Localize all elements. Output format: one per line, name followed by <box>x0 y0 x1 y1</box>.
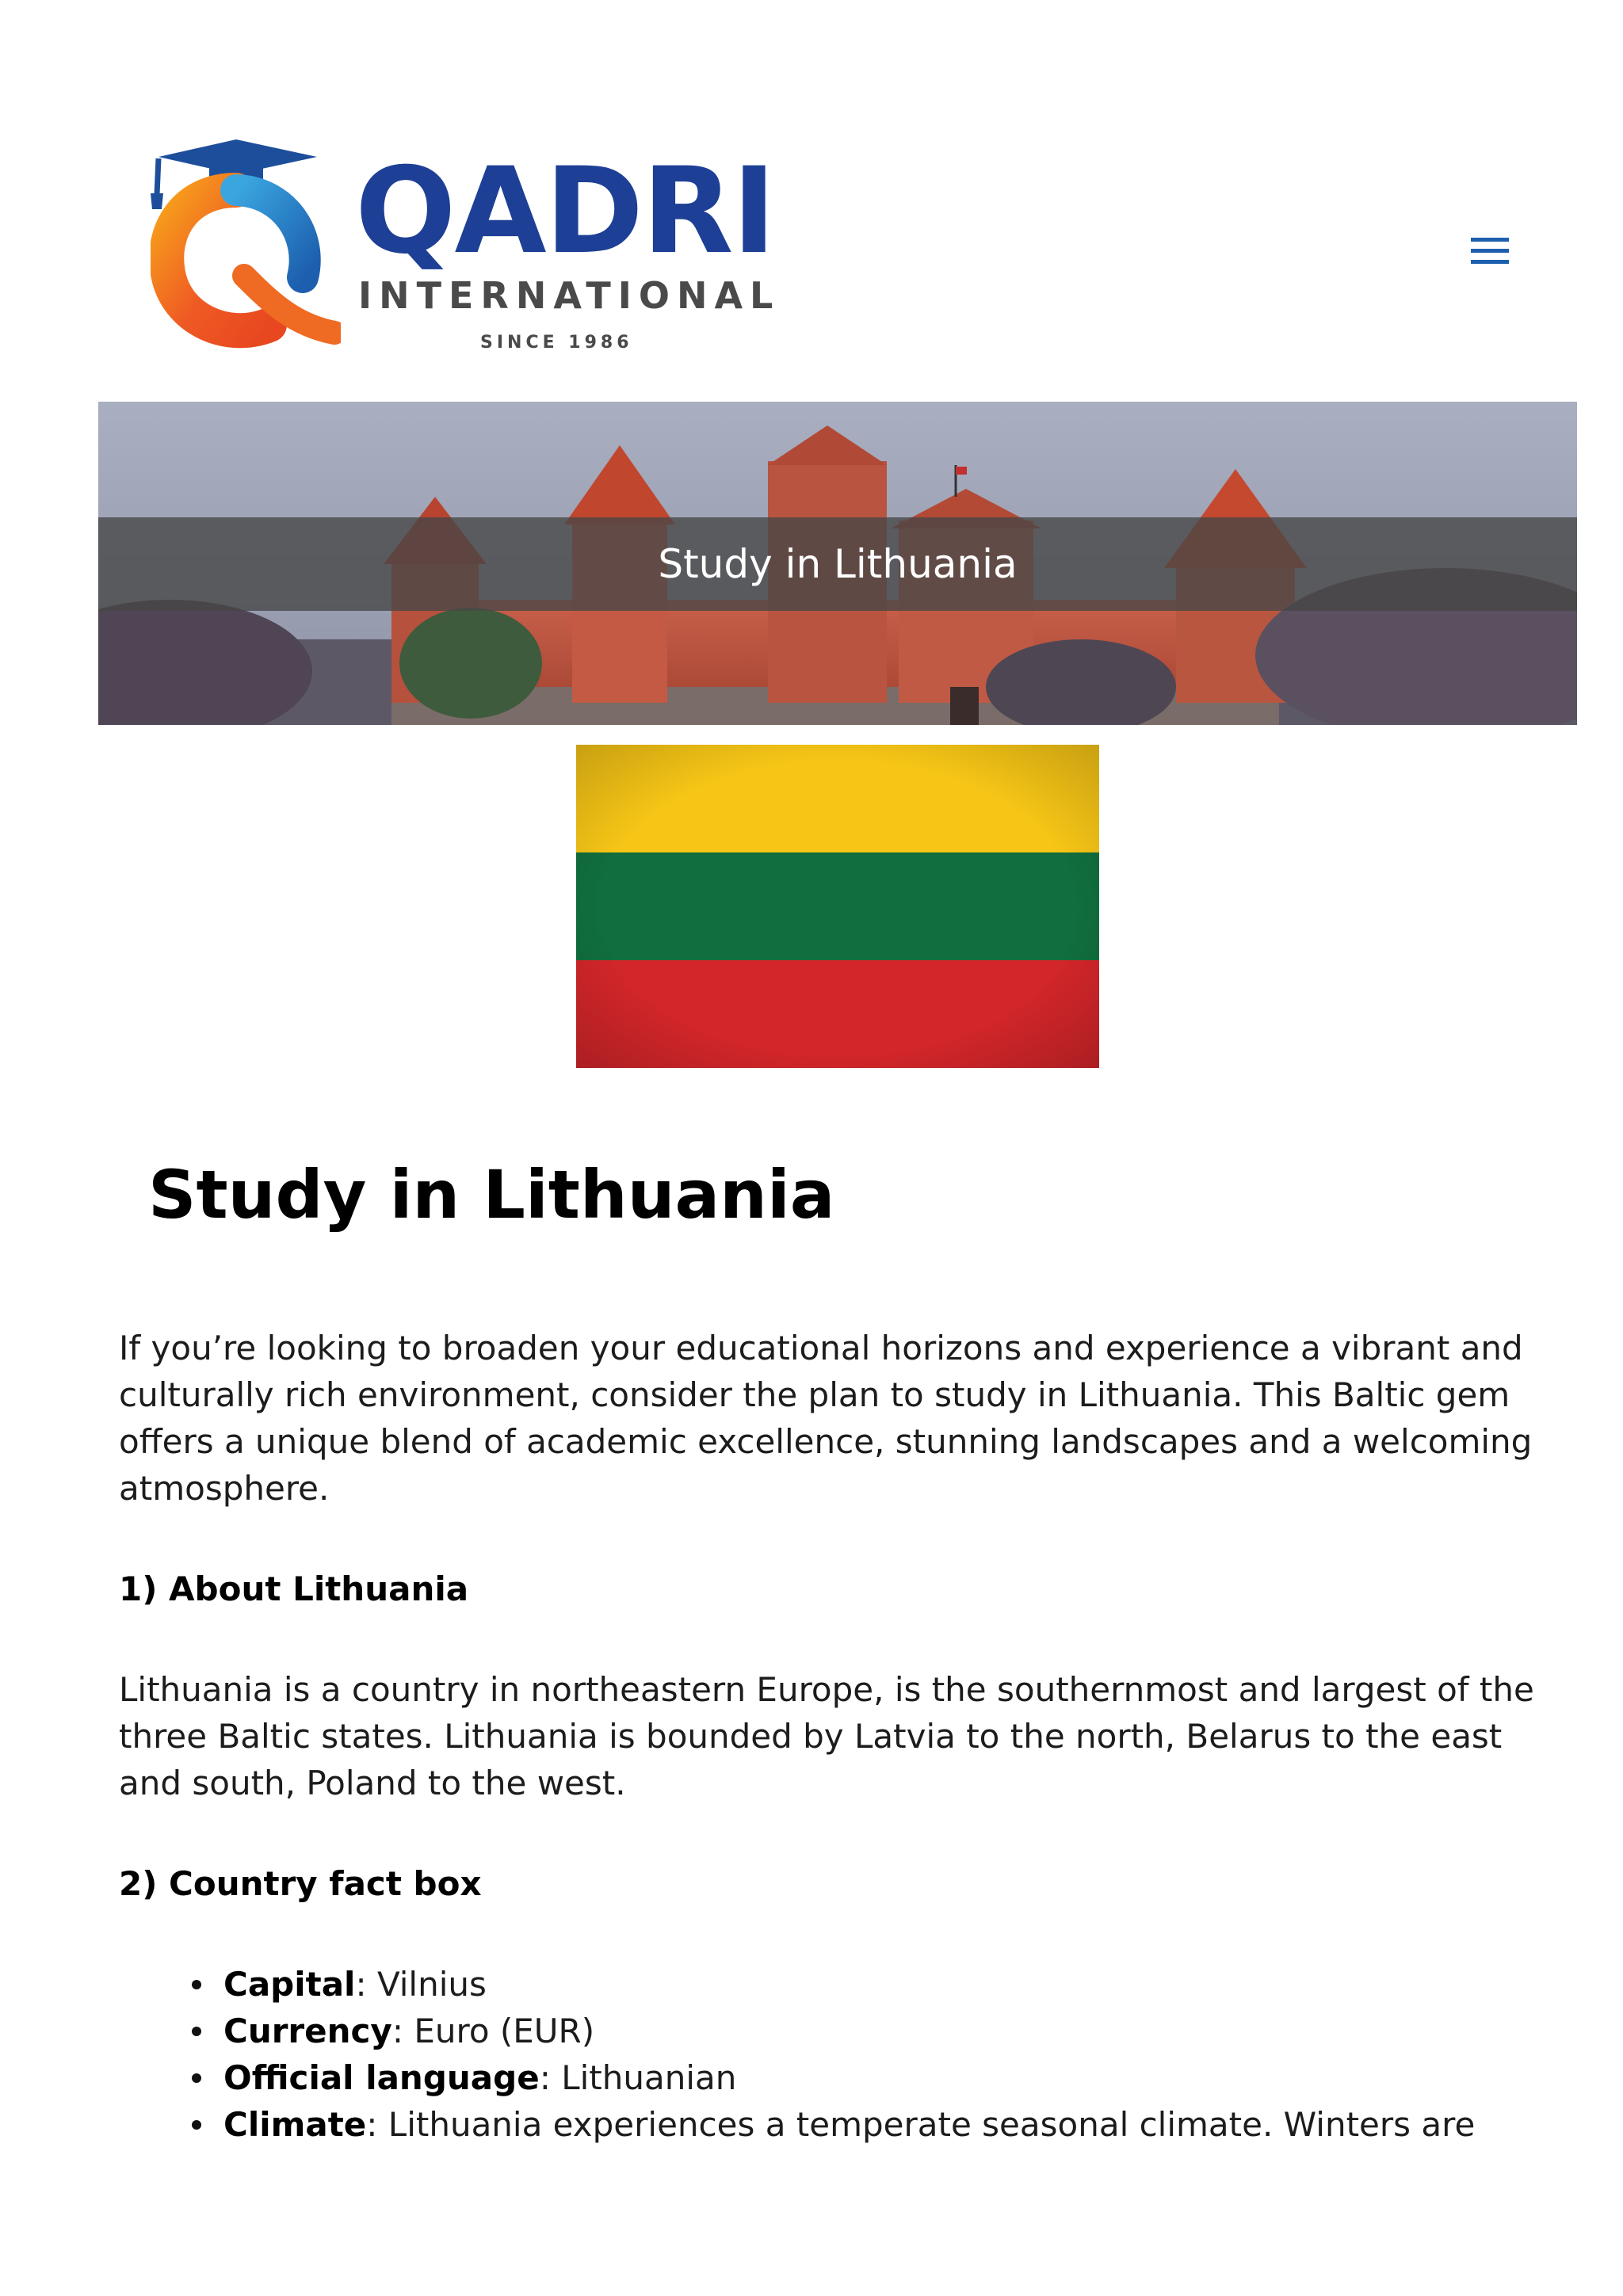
section-heading-fact-box: 2) Country fact box <box>119 1864 482 1903</box>
list-item <box>223 1961 1553 2008</box>
hero-banner <box>98 402 1577 725</box>
logo-tagline: SINCE 1986 <box>480 333 633 353</box>
about-paragraph: Lithuania is a country in northeastern Europe, is the southernmost and largest of the three Baltic states. Lithuania is bounded by Latvia to the north, Belarus to the east and south, Poland to the west. <box>119 1670 1534 1802</box>
graduation-cap-q-icon <box>151 135 341 349</box>
intro-paragraph: If you’re looking to broaden your educational horizons and experience a vibrant and culturally rich environment, consider the plan to study in Lithuania. This Baltic gem offers a unique blend of academic excellence, stunning landscapes and a welcoming atmosphere. <box>119 1329 1533 1508</box>
banner-title-bar <box>98 517 1577 611</box>
qadri-international-logo[interactable] <box>151 135 781 364</box>
fact-key: Capital <box>223 1965 356 2004</box>
fact-key: Official language <box>223 2058 540 2097</box>
section-heading-about: 1) About Lithuania <box>119 1569 469 1608</box>
lithuania-flag-icon <box>576 745 1099 1068</box>
list-item <box>223 2054 1553 2101</box>
fact-value: : Lithuanian <box>539 2058 737 2097</box>
article-body <box>119 1325 1553 2148</box>
country-fact-list <box>119 1961 1553 2148</box>
list-item <box>223 2008 1553 2054</box>
lithuania-flag-image <box>576 745 1099 1068</box>
hamburger-menu-icon <box>1461 227 1518 274</box>
fact-value: : Lithuania experiences a temperate seasonal climate. Winters are <box>366 2105 1476 2144</box>
fact-key: Currency <box>223 2012 392 2050</box>
list-item <box>223 2101 1553 2148</box>
banner-title: Study in Lithuania <box>658 541 1018 587</box>
fact-value: : Vilnius <box>355 1965 487 2004</box>
logo-wordmark: QADRI <box>355 143 775 280</box>
fact-value: : Euro (EUR) <box>391 2012 595 2050</box>
logo-subtitle: INTERNATIONAL <box>358 274 781 317</box>
page-title: Study in Lithuania <box>148 1156 835 1234</box>
hamburger-menu-button[interactable] <box>1461 227 1518 274</box>
site-header <box>0 0 1623 380</box>
fact-key: Climate <box>223 2105 367 2144</box>
